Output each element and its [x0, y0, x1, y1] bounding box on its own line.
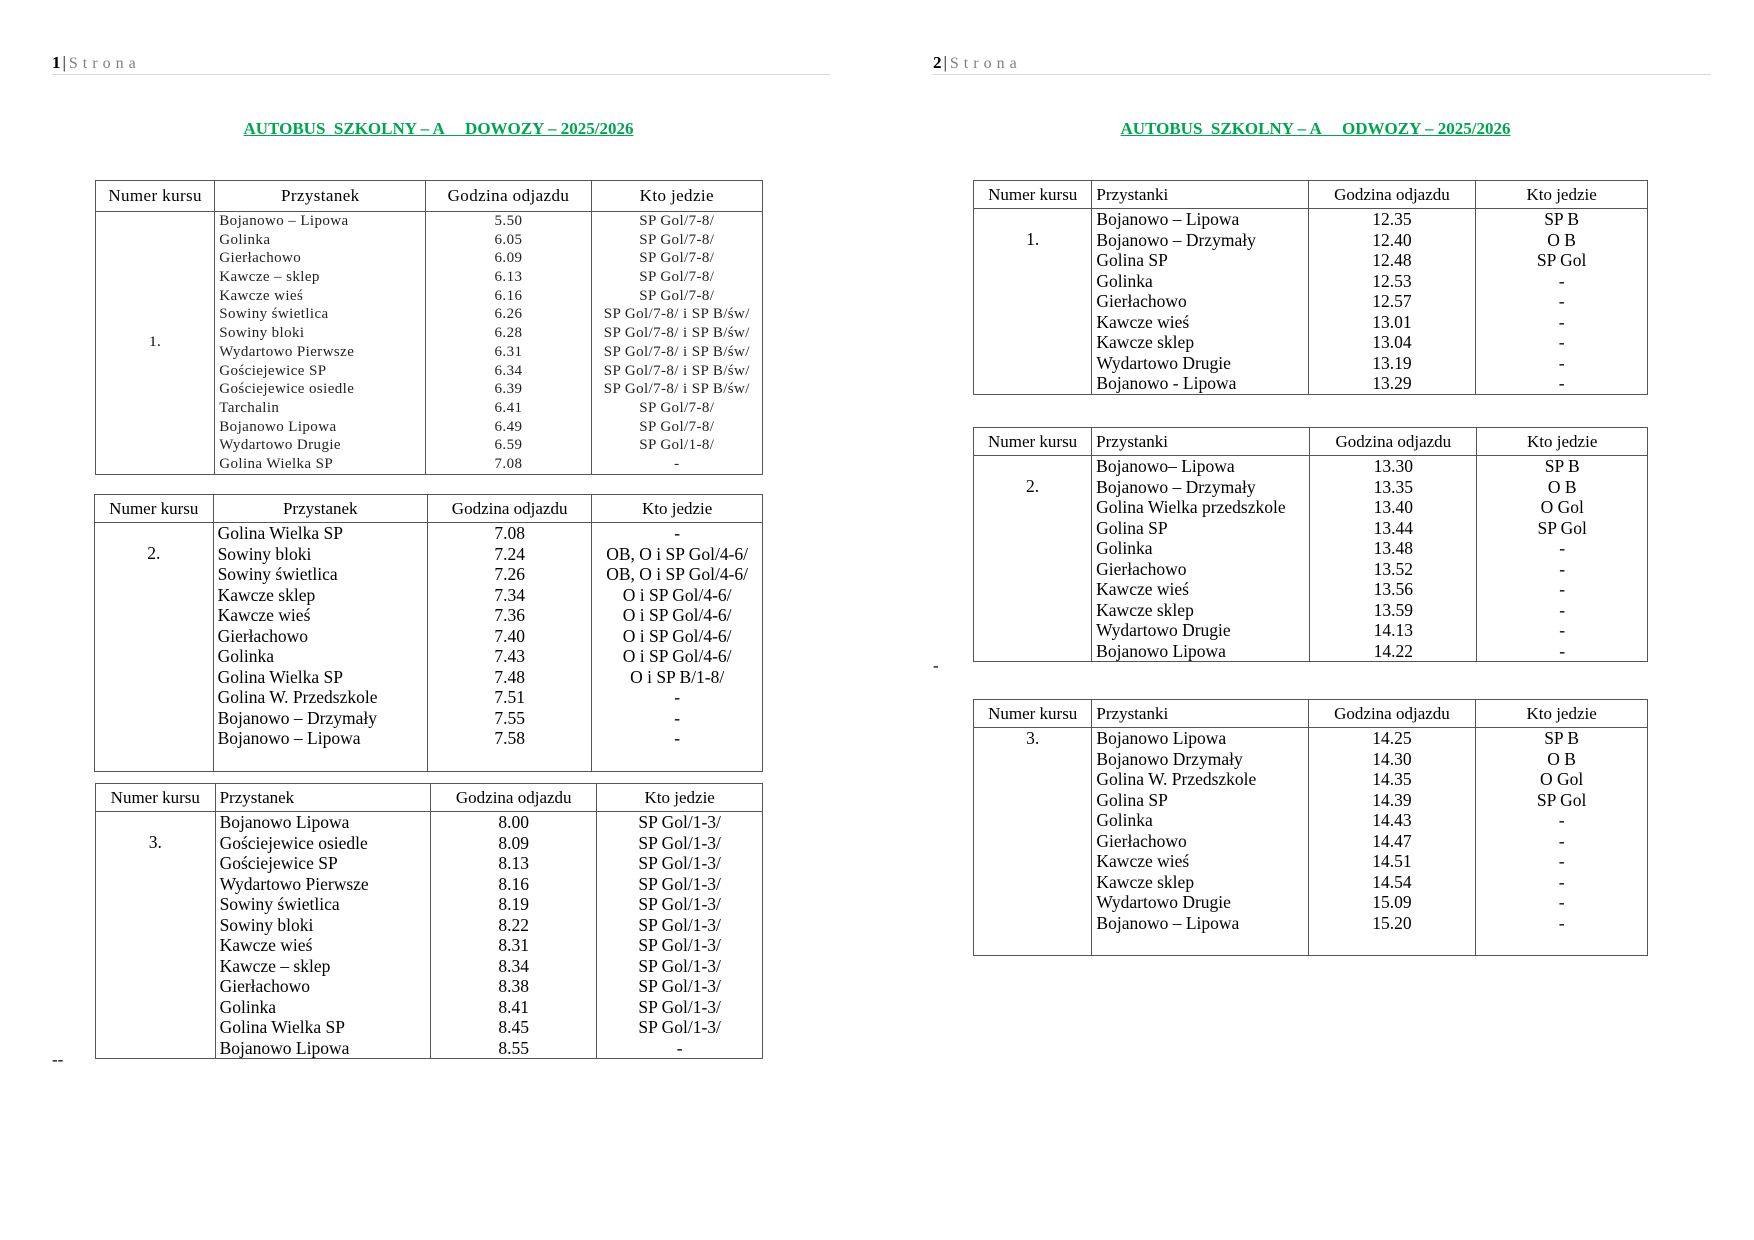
stop-name: Golinka: [217, 646, 274, 666]
departure-time: 7.34: [494, 584, 525, 605]
riders: SP B: [1544, 209, 1580, 229]
header-departure-time: Godzina odjazdu: [1308, 700, 1476, 728]
stop-name: Kawcze – sklep: [219, 269, 320, 286]
riders: SP Gol/1-3/: [638, 873, 721, 894]
stop-name: Golina Wielka przedszkole: [1096, 497, 1286, 517]
riders: O Gol: [1540, 769, 1584, 789]
stop-name: Bojanowo – Drzymały: [217, 707, 377, 728]
stop-name: Kawcze sklep: [1096, 332, 1195, 352]
stop-name: Bojanowo Lipowa: [1096, 640, 1226, 661]
stop-name: Gierłachowo: [1096, 830, 1187, 851]
stop-name: Golinka: [1096, 538, 1153, 558]
departure-time: 13.35: [1373, 476, 1414, 497]
departure-time: 6.31: [494, 343, 523, 360]
departure-time: 15.20: [1372, 912, 1412, 933]
stop-name: Golina SP: [1096, 250, 1168, 270]
table-body-row: [974, 456, 1648, 662]
departure-time: 14.39: [1372, 789, 1412, 810]
header-departure-time: Godzina odjazdu: [1308, 181, 1476, 209]
riders: SP Gol: [1536, 250, 1587, 270]
departure-time: 7.48: [494, 666, 525, 687]
schedule-table: [94, 494, 763, 772]
course-number: 1.: [96, 212, 215, 475]
course-number: 3.: [974, 728, 1092, 956]
stop-name: Golina Wielka SP: [217, 666, 343, 687]
riders: -: [1558, 871, 1565, 892]
riders: -: [1558, 810, 1565, 830]
header-course-number: Numer kursu: [974, 428, 1092, 456]
stop-name: Gościejewice SP: [219, 362, 327, 379]
stop-name: Wydartowo Pierwsze: [219, 873, 369, 894]
departure-time: 8.16: [498, 873, 530, 894]
departure-time: 7.43: [494, 646, 525, 666]
stop-name-column: [1092, 456, 1310, 662]
stop-name: Bojanowo – Lipowa: [219, 213, 349, 229]
departure-time: 12.48: [1372, 250, 1412, 270]
table-header-row: [974, 181, 1648, 209]
header-riders: Kto jedzie: [1476, 700, 1648, 728]
header-course-number: Numer kursu: [96, 181, 215, 212]
riders: -: [1558, 373, 1565, 393]
stop-name: Bojanowo Lipowa: [219, 418, 337, 435]
stop-name: Kawcze sklep: [1096, 599, 1194, 620]
riders: O i SP Gol/4-6/: [622, 605, 732, 625]
riders: -: [1558, 352, 1565, 373]
riders: O i SP Gol/4-6/: [622, 646, 732, 666]
departure-time: 14.25: [1372, 728, 1412, 748]
riders: -: [674, 707, 681, 728]
departure-time-column: [1308, 728, 1476, 956]
header-departure-time: Godzina odjazdu: [426, 181, 591, 212]
departure-time-column: [431, 812, 597, 1059]
riders-column: [1476, 728, 1648, 956]
departure-time: 7.08: [494, 455, 523, 472]
header-riders: Kto jedzie: [1476, 181, 1648, 209]
riders: SP B: [1544, 456, 1580, 476]
departure-time: 12.40: [1372, 229, 1412, 250]
riders: OB, O i SP Gol/4-6/: [606, 564, 749, 584]
header-departure-time: Godzina odjazdu: [1310, 428, 1477, 456]
header-riders: Kto jedzie: [1477, 428, 1648, 456]
riders: SP B: [1544, 728, 1580, 748]
stop-name: Sowiny bloki: [219, 325, 305, 342]
riders: SP Gol: [1537, 517, 1587, 538]
riders: SP Gol/7-8/: [639, 231, 715, 248]
departure-time: 6.39: [494, 381, 523, 398]
stop-name: Golina SP: [1096, 517, 1168, 538]
departure-time: 6.49: [494, 418, 523, 435]
schedule-table: [95, 180, 763, 475]
departure-time: 14.51: [1372, 851, 1412, 871]
schedule-table: [95, 783, 763, 1059]
stop-name: Kawcze wieś: [219, 287, 304, 304]
riders: SP Gol/1-3/: [638, 914, 721, 935]
departure-time: 5.50: [494, 213, 523, 229]
header-course-number: Numer kursu: [974, 181, 1092, 209]
stop-name: Golinka: [219, 231, 271, 248]
riders: O B: [1547, 748, 1576, 769]
departure-time: 12.57: [1372, 291, 1412, 311]
table-body-row: [96, 212, 763, 475]
riders: SP Gol: [1536, 789, 1587, 810]
departure-time: 8.31: [498, 935, 530, 955]
departure-time: 7.55: [494, 707, 525, 728]
departure-time: 13.48: [1373, 538, 1414, 558]
riders: SP Gol/1-3/: [638, 976, 721, 996]
stop-name: Kawcze – sklep: [219, 955, 331, 976]
page-header: [52, 52, 830, 75]
stop-name-column: [1092, 209, 1308, 395]
header-stop: Przystanek: [215, 784, 431, 812]
riders: SP Gol/7-8/: [639, 287, 715, 304]
stop-name: Golinka: [219, 996, 276, 1017]
stop-name: Kawcze sklep: [1096, 871, 1195, 892]
table-body-row: [974, 209, 1648, 395]
departure-time: 14.43: [1372, 810, 1412, 830]
header-riders: Kto jedzie: [592, 495, 763, 523]
riders: -: [1558, 311, 1565, 332]
stop-name: Bojanowo – Drzymały: [1096, 229, 1256, 250]
page-label: Strona: [949, 55, 1022, 72]
stop-name: Bojanowo – Drzymały: [1096, 476, 1256, 497]
page-label: Strona: [68, 55, 141, 72]
stop-name: Wydartowo Drugie: [1096, 620, 1231, 640]
riders: -: [1558, 291, 1565, 311]
stop-name: Wydartowo Drugie: [1096, 892, 1231, 912]
page-header: [933, 52, 1711, 75]
stop-name: Kawcze wieś: [1096, 579, 1189, 599]
riders: -: [1558, 830, 1565, 851]
riders: -: [674, 455, 680, 472]
stop-name: Kawcze wieś: [217, 605, 311, 625]
table-body-row: [974, 728, 1648, 956]
departure-time: 13.01: [1372, 311, 1412, 332]
stop-name: Wydartowo Drugie: [1096, 352, 1231, 373]
stop-name: Sowiny świetlica: [219, 894, 340, 914]
stop-name: Bojanowo – Lipowa: [217, 728, 361, 748]
header-stop: Przystanek: [215, 181, 426, 212]
riders: -: [674, 523, 681, 543]
course-number: 3.: [96, 812, 216, 1059]
stop-name: Bojanowo – Lipowa: [1096, 209, 1240, 229]
riders: O i SP Gol/4-6/: [622, 584, 732, 605]
course-number: 1.: [974, 209, 1092, 395]
schedule-table: [973, 427, 1648, 662]
riders: SP Gol/1-3/: [638, 955, 721, 976]
departure-time: 14.47: [1372, 830, 1412, 851]
header-stop: Przystanki: [1092, 428, 1310, 456]
riders-column: [597, 812, 763, 1059]
stop-name: Golinka: [1096, 270, 1153, 291]
table-header-row: [974, 428, 1648, 456]
departure-time: 8.38: [498, 976, 530, 996]
stop-name: Gierłachowo: [217, 625, 308, 646]
riders: -: [674, 728, 681, 748]
departure-time: 8.45: [498, 1017, 530, 1037]
document-title: AUTOBUS SZKOLNY – A ODWOZY – 2025/2026: [1120, 119, 1511, 138]
page-separator: |: [62, 53, 66, 72]
riders: O B: [1547, 229, 1576, 250]
stop-name: Bojanowo - Lipowa: [1096, 373, 1237, 393]
departure-time: 8.55: [498, 1037, 530, 1058]
riders: OB, O i SP Gol/4-6/: [606, 543, 749, 564]
departure-time: 8.00: [498, 812, 530, 832]
riders: SP Gol/7-8/ i SP B/św/: [603, 306, 750, 323]
stop-name-column: [215, 812, 431, 1059]
stop-name: Bojanowo Lipowa: [219, 1037, 350, 1058]
stop-name: Gierłachowo: [219, 976, 310, 996]
departure-time: 13.29: [1372, 373, 1412, 393]
stop-name: Bojanowo Drzymały: [1096, 748, 1243, 769]
riders: O Gol: [1540, 497, 1584, 517]
stop-name: Golinka: [1096, 810, 1153, 830]
riders: -: [1559, 599, 1566, 620]
riders: -: [1558, 912, 1565, 933]
departure-time-column: [426, 212, 591, 475]
departure-time: 8.19: [498, 894, 530, 914]
departure-time: 6.34: [494, 362, 523, 379]
stop-name: Golina SP: [1096, 789, 1168, 810]
stop-name: Kawcze sklep: [217, 584, 316, 605]
stop-name: Gierłachowo: [1096, 558, 1187, 579]
riders: -: [1558, 892, 1565, 912]
departure-time: 14.13: [1373, 620, 1414, 640]
header-departure-time: Godzina odjazdu: [427, 495, 591, 523]
stop-name: Gierłachowo: [219, 250, 302, 267]
departure-time: 12.53: [1372, 270, 1412, 291]
stray-mark: -: [933, 656, 939, 675]
riders: -: [674, 687, 681, 707]
departure-time: 7.51: [494, 687, 525, 707]
departure-time: 13.40: [1373, 497, 1414, 517]
course-number: 2.: [974, 456, 1092, 662]
stop-name: Kawcze wieś: [1096, 311, 1190, 332]
riders: SP Gol/1-3/: [638, 996, 721, 1017]
departure-time: 13.30: [1373, 456, 1414, 476]
departure-time: 6.26: [494, 306, 523, 323]
departure-time: 7.36: [494, 605, 525, 625]
riders: -: [1558, 332, 1565, 352]
riders: -: [1558, 270, 1565, 291]
departure-time: 13.44: [1373, 517, 1414, 538]
stop-name: Wydartowo Drugie: [219, 437, 341, 454]
stop-name: Bojanowo Lipowa: [1096, 728, 1227, 748]
stop-name: Sowiny świetlica: [217, 564, 338, 584]
departure-time: 6.41: [494, 399, 523, 416]
departure-time: 12.35: [1372, 209, 1412, 229]
header-riders: Kto jedzie: [597, 784, 763, 812]
header-course-number: Numer kursu: [95, 495, 214, 523]
stop-name: Golina Wielka SP: [217, 523, 343, 543]
footer-mark: --: [52, 1050, 64, 1069]
riders: SP Gol/7-8/ i SP B/św/: [603, 381, 750, 398]
stop-name: Golina W. Przedszkole: [1096, 769, 1257, 789]
stop-name: Sowiny świetlica: [219, 306, 329, 323]
departure-time-column: [1310, 456, 1477, 662]
departure-time: 7.26: [494, 564, 525, 584]
stop-name: Golina Wielka SP: [219, 1017, 345, 1037]
riders: SP Gol/1-3/: [638, 832, 721, 853]
departure-time: 13.59: [1373, 599, 1414, 620]
stop-name: Golina W. Przedszkole: [217, 687, 378, 707]
departure-time: 6.05: [494, 231, 523, 248]
table-header-row: [95, 495, 763, 523]
table-header-row: [96, 181, 763, 212]
departure-time: 7.08: [494, 523, 525, 543]
page-number: 1: [52, 53, 61, 72]
riders: SP Gol/7-8/: [639, 399, 715, 416]
page-separator: |: [943, 53, 947, 72]
header-course-number: Numer kursu: [974, 700, 1092, 728]
riders: SP Gol/7-8/: [639, 269, 715, 286]
stop-name: Kawcze wieś: [219, 935, 313, 955]
riders: SP Gol/7-8/: [639, 418, 715, 435]
riders: SP Gol/7-8/ i SP B/św/: [603, 343, 750, 360]
departure-time: 6.09: [494, 250, 523, 267]
riders: SP Gol/1-3/: [638, 812, 721, 832]
riders-column: [592, 523, 763, 772]
departure-time: 8.41: [498, 996, 530, 1017]
header-departure-time: Godzina odjazdu: [431, 784, 597, 812]
departure-time: 13.56: [1373, 579, 1414, 599]
departure-time-column: [427, 523, 591, 772]
stop-name: Bojanowo– Lipowa: [1096, 456, 1235, 476]
riders: -: [1558, 851, 1565, 871]
stop-name: Bojanowo – Lipowa: [1096, 912, 1240, 933]
departure-time: 8.09: [498, 832, 530, 853]
stop-name: Kawcze wieś: [1096, 851, 1190, 871]
document-title: AUTOBUS SZKOLNY – A DOWOZY – 2025/2026: [243, 119, 634, 138]
departure-time: 7.24: [494, 543, 525, 564]
departure-time: 7.58: [494, 728, 525, 748]
schedule-table: [973, 699, 1648, 956]
table-header-row: [974, 700, 1648, 728]
schedule-table: [973, 180, 1648, 395]
departure-time: 6.59: [494, 437, 523, 454]
course-number: 2.: [95, 523, 214, 772]
page-2: [877, 0, 1754, 1240]
departure-time: 13.52: [1373, 558, 1414, 579]
stop-name: Gościejewice osiedle: [219, 832, 368, 853]
stop-name: Gościejewice SP: [219, 853, 338, 873]
riders: -: [1559, 538, 1566, 558]
page-number: 2: [933, 53, 942, 72]
riders: -: [1559, 640, 1566, 661]
riders: SP Gol/1-3/: [638, 935, 721, 955]
table-body-row: [96, 812, 763, 1059]
header-stop: Przystanki: [1092, 700, 1308, 728]
departure-time: 13.04: [1372, 332, 1412, 352]
stop-name: Bojanowo Lipowa: [219, 812, 350, 832]
riders-column: [1477, 456, 1648, 662]
riders-column: [591, 212, 762, 475]
riders: SP Gol/1-3/: [638, 894, 721, 914]
riders: SP Gol/1-3/: [638, 853, 721, 873]
riders: -: [1559, 558, 1566, 579]
departure-time: 14.54: [1372, 871, 1412, 892]
departure-time-column: [1308, 209, 1476, 395]
departure-time: 14.22: [1373, 640, 1414, 661]
stop-name: Golina Wielka SP: [219, 455, 334, 472]
riders: SP Gol/7-8/ i SP B/św/: [603, 362, 750, 379]
departure-time: 14.30: [1372, 748, 1412, 769]
riders: SP Gol/1-8/: [639, 437, 715, 454]
riders: -: [676, 1037, 683, 1058]
departure-time: 6.28: [494, 325, 523, 342]
departure-time: 8.34: [498, 955, 530, 976]
departure-time: 15.09: [1372, 892, 1412, 912]
departure-time: 13.19: [1372, 352, 1412, 373]
riders: O i SP Gol/4-6/: [622, 625, 732, 646]
stop-name-column: [215, 212, 426, 475]
stop-name-column: [213, 523, 427, 772]
stop-name: Gierłachowo: [1096, 291, 1187, 311]
riders: O i SP B/1-8/: [630, 666, 725, 687]
table-header-row: [96, 784, 763, 812]
riders: SP Gol/1-3/: [638, 1017, 721, 1037]
stop-name: Gościejewice osiedle: [219, 381, 355, 398]
departure-time: 8.13: [498, 853, 530, 873]
stop-name: Sowiny bloki: [217, 543, 312, 564]
riders-column: [1476, 209, 1648, 395]
stop-name: Tarchalin: [219, 399, 280, 416]
riders: SP Gol/7-8/: [639, 250, 715, 267]
departure-time: 6.13: [494, 269, 523, 286]
stop-name: Sowiny bloki: [219, 914, 314, 935]
riders: O B: [1547, 476, 1577, 497]
stop-name: Wydartowo Pierwsze: [219, 343, 355, 360]
header-stop: Przystanek: [213, 495, 427, 523]
riders: -: [1559, 620, 1566, 640]
riders: -: [1559, 579, 1566, 599]
header-course-number: Numer kursu: [96, 784, 216, 812]
departure-time: 7.40: [494, 625, 525, 646]
departure-time: 6.16: [494, 287, 523, 304]
departure-time: 14.35: [1372, 769, 1412, 789]
departure-time: 8.22: [498, 914, 530, 935]
riders: SP Gol/7-8/: [639, 213, 715, 229]
table-body-row: [95, 523, 763, 772]
header-stop: Przystanki: [1092, 181, 1308, 209]
riders: SP Gol/7-8/ i SP B/św/: [603, 325, 750, 342]
stop-name-column: [1092, 728, 1308, 956]
header-riders: Kto jedzie: [591, 181, 762, 212]
